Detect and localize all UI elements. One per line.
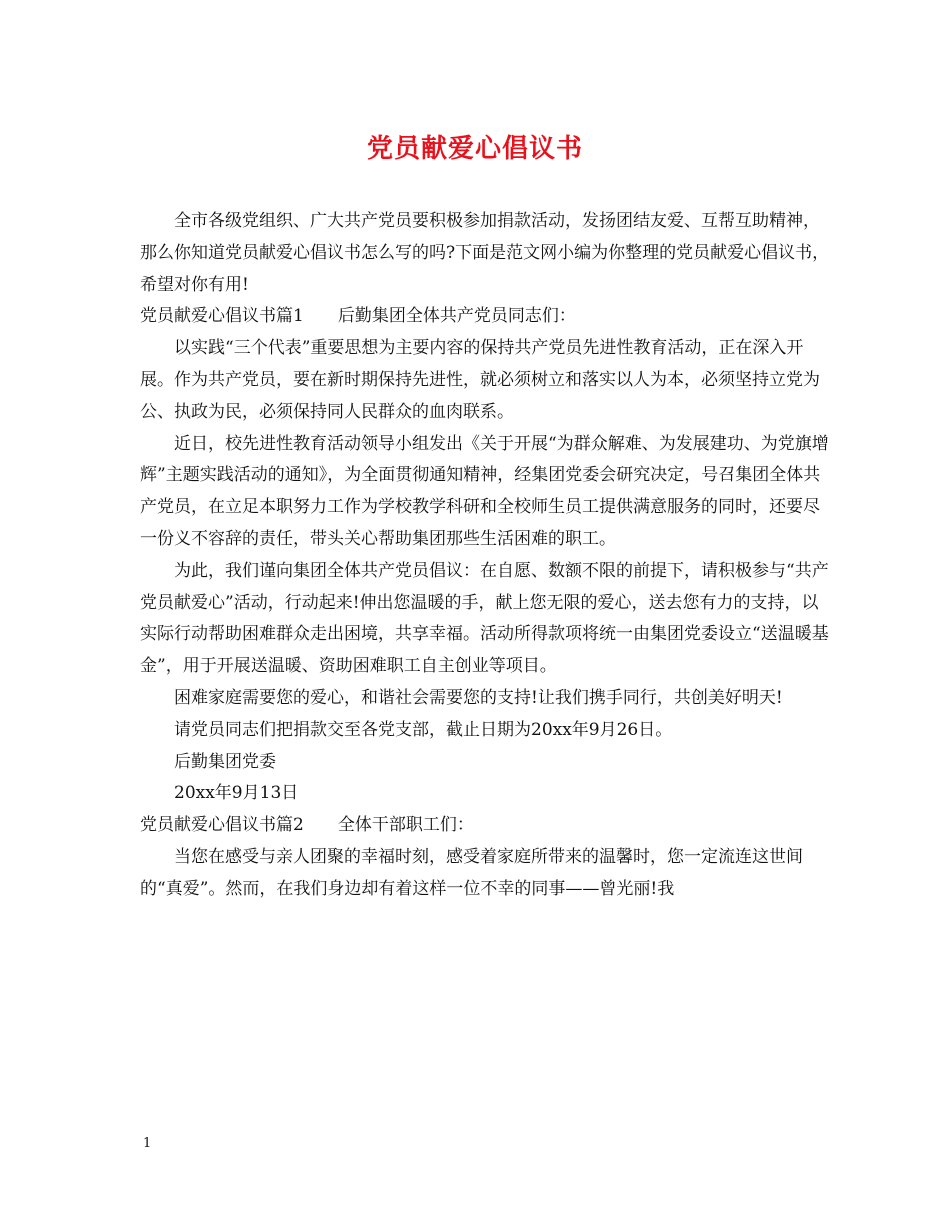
paragraph: 请党员同志们把捐款交至各党支部，截止日期为20xx年9月26日。	[174, 719, 673, 740]
page-number: 1	[143, 1136, 152, 1151]
section-heading-1: 党员献爱心倡议书篇1 后勤集团全体共产党员同志们：	[140, 306, 576, 327]
paragraph: 为此，我们谨向集团全体共产党员倡议：在自愿、数额不限的前提下，请积极参与“共产党员献爱心”活动，行动起来!伸出您温暖的手，献上您无限的爱心，送去您有力的支持，以实际行动帮助困难群众走出困境，共享幸福。活动所得款项将统一由集团党委设立“送温暖基金”，用于开展送温暖、资助困难职工自主创业等项目。	[140, 560, 829, 677]
document-body	[140, 206, 830, 906]
paragraph: 近日，校先进性教育活动领导小组发出《关于开展“为群众解难、为发展建功、为党旗增辉”主题实践活动的通知》，为全面贯彻通知精神，经集团党委会研究决定，号召集团全体共产党员，在立足本职努力工作为学校教学科研和全校师生员工提供满意服务的同时，还要尽一份义不容辞的责任，带头关心帮助集团那些生活困难的职工。	[140, 433, 829, 549]
paragraph: 困难家庭需要您的爱心，和谐社会需要您的支持!让我们携手同行，共创美好明天!	[174, 687, 783, 708]
signature-line: 后勤集团党委	[174, 751, 276, 772]
paragraph: 当您在感受与亲人团聚的幸福时刻，感受着家庭所带来的温馨时，您一定流连这世间的“真爱”。然而，在我们身边却有着这样一位不幸的同事——曾光丽!我	[140, 846, 803, 899]
paragraph-intro: 全市各级党组织、广大共产党员要积极参加捐款活动，发扬团结友爱、互帮互助精神，那么你知道党员献爱心倡议书怎么写的吗?下面是范文网小编为你整理的党员献爱心倡议书，希望对你有用!	[140, 211, 830, 295]
document-title: 党员献爱心倡议书	[366, 134, 583, 164]
paragraph: 以实践“三个代表”重要思想为主要内容的保持共产党员先进性教育活动，正在深入开展。作为共产党员，要在新时期保持先进性，就必须树立和落实以人为本，必须坚持立党为公、执政为民，必须保持同人民群众的血肉联系。	[140, 338, 820, 422]
date-line: 20xx年9月13日	[174, 783, 299, 804]
section-heading-2: 党员献爱心倡议书篇2 全体干部职工们：	[140, 815, 474, 836]
